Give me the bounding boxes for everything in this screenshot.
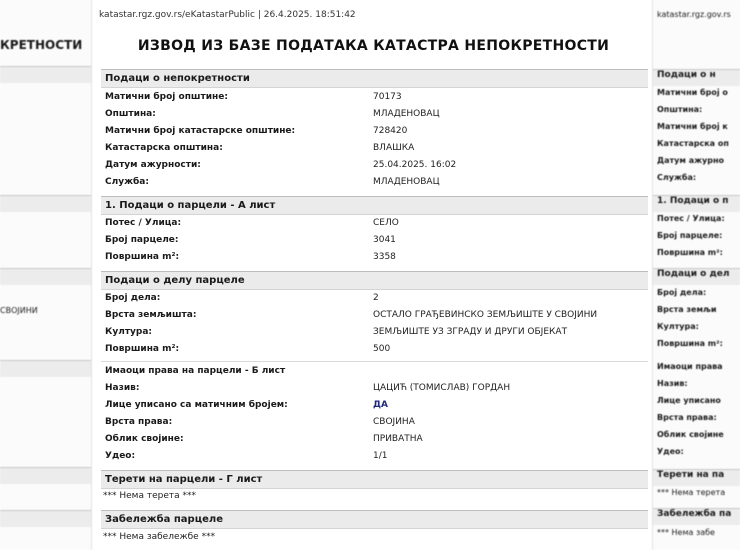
field-label: Матични број општине: [105,92,228,102]
field-label: Служба: [105,177,149,187]
section-encumbrances-title: Терети на парцели - Г лист [105,474,263,485]
field-row [101,158,648,175]
left-section-bar [0,195,91,212]
field-row [101,398,648,415]
field-value: ЦАЦИЋ (ТОМИСЛАВ) ГОРДАН [373,383,511,393]
field-value: ВЛАШКА [373,143,415,153]
right-field-label: Потес / Улица: [657,214,725,223]
field-value: 3041 [373,235,396,245]
right-field-label: Лице уписано [657,396,721,405]
field-row [101,291,648,308]
field-label: Број дела: [105,293,161,303]
url-line: katastar.rgz.gov.rs/eKatastarPublic | 26.4.2025. 18:51:42 [99,10,356,20]
right-field-label: Служба: [657,173,697,182]
field-row [101,415,648,432]
section-annotations-header [101,510,648,529]
field-label: Потес / Улица: [105,218,182,228]
field-label: Општина: [105,109,156,119]
page-title: ИЗВОД ИЗ БАЗЕ ПОДАТАКА КАТАСТРА НЕПОКРЕТНОСТИ [137,38,610,54]
right-field-label: Матични број к [657,122,728,131]
field-value: 25.04.2025. 16:02 [373,160,457,170]
field-row [101,308,648,325]
right-section-header: 1. Подаци о п [653,195,740,212]
left-section-bar [0,268,91,285]
left-section-bar [0,66,91,83]
section-parcel-part-title: Подаци о делу парцеле [105,275,245,286]
right-field-label: Општина: [657,105,703,114]
field-row [101,449,648,466]
field-label: Матични број катастарске општине: [105,126,296,136]
field-value: 1/1 [373,451,388,461]
field-row [101,216,648,233]
encumbrances-note: *** Нема терета *** [103,491,196,501]
field-label: Врста права: [105,417,173,427]
right-note: *** Нема забе [657,528,715,537]
right-field-label: Катастарска оп [657,139,729,148]
field-value: 70173 [373,92,402,102]
left-value-fragment: СВОЈИНИ [0,306,38,315]
field-label: Датум ажурности: [105,160,201,170]
right-section-header: Подаци о дел [653,268,740,285]
right-url-fragment: katastar.rgz.gov.rs [657,10,731,19]
field-value: СВОЈИНА [373,417,415,427]
field-row [101,90,648,107]
right-field-label: Врста права: [657,413,717,422]
right-field-label: Матични број о [657,88,728,97]
field-value: СЕЛО [373,218,399,228]
right-field-label: Датум ажурно [657,156,725,165]
right-section-header: Имаоци права [657,362,723,371]
section-property-header [101,69,648,88]
right-field-label: Врста земљи [657,305,717,314]
field-row [101,124,648,141]
field-label: Број парцеле: [105,235,179,245]
right-field-label: Култура: [657,322,699,331]
property-heading-value [373,73,563,84]
section-holders-header [101,364,648,381]
field-row [101,381,648,398]
field-value: ЗЕМЉИШТЕ УЗ ЗГРАДУ И ДРУГИ ОБЈЕКАТ [373,327,568,337]
right-field-label: Површина m²: [657,248,723,257]
field-row [101,325,648,342]
field-row [101,250,648,267]
field-value: 3358 [373,252,396,262]
field-value: 500 [373,344,391,354]
field-value: ДА [373,400,388,410]
divider [101,361,648,362]
annotations-note: *** Нема забележбе *** [103,532,216,542]
cadastre-extract-page [95,0,652,550]
field-row [101,175,648,192]
right-field-label: Број дела: [657,288,707,297]
field-label: Облик својине: [105,434,184,444]
field-value: МЛАДЕНОВАЦ [373,109,440,119]
field-value: ОСТАЛО ГРАЂЕВИНСКО ЗЕМЉИШТЕ У СВОЈИНИ [373,310,598,320]
right-field-label: Број парцеле: [657,231,723,240]
field-value: ПРИВАТНА [373,434,423,444]
right-field-label: Назив: [657,379,688,388]
section-parcel-title: 1. Подаци о парцели - А лист [105,200,276,211]
field-row [101,141,648,158]
field-label: Површина m²: [105,252,180,262]
field-label: Удео: [105,451,136,461]
right-section-header: Забележба па [653,508,740,525]
field-label: Култура: [105,327,153,337]
left-section-bar [0,360,91,377]
section-encumbrances-header [101,470,648,489]
field-label: Површина m²: [105,344,180,354]
left-page-fragment [0,0,92,550]
left-page-title-fragment: КРЕТНОСТИ [0,38,83,52]
section-holders-title: Имаоци права на парцели - Б лист [105,366,286,376]
right-field-label: Облик својине [657,430,724,439]
right-field-label: Удео: [657,447,684,456]
field-row [101,342,648,359]
section-property-title: Подаци о непокретности [105,73,250,84]
right-page-fragment [652,0,740,550]
right-field-label: Површина m²: [657,339,723,348]
field-row [101,107,648,124]
field-value: 2 [373,293,379,303]
section-parcel-header [101,196,648,215]
left-section-bar [0,510,91,527]
field-label: Лице уписано са матичним бројем: [105,400,288,410]
field-value: 728420 [373,126,408,136]
field-row [101,432,648,449]
section-annotations-title: Забележба парцеле [105,514,224,525]
field-value: МЛАДЕНОВАЦ [373,177,440,187]
section-parcel-part-header [101,271,648,290]
right-section-header: Подаци о н [653,69,740,86]
field-row [101,233,648,250]
left-section-bar [0,467,91,484]
right-section-header: Терети на па [653,469,740,486]
field-label: Врста земљишта: [105,310,197,320]
field-label: Катастарска општина: [105,143,223,153]
field-label: Назив: [105,383,140,393]
right-note: *** Нема терета [657,488,726,497]
